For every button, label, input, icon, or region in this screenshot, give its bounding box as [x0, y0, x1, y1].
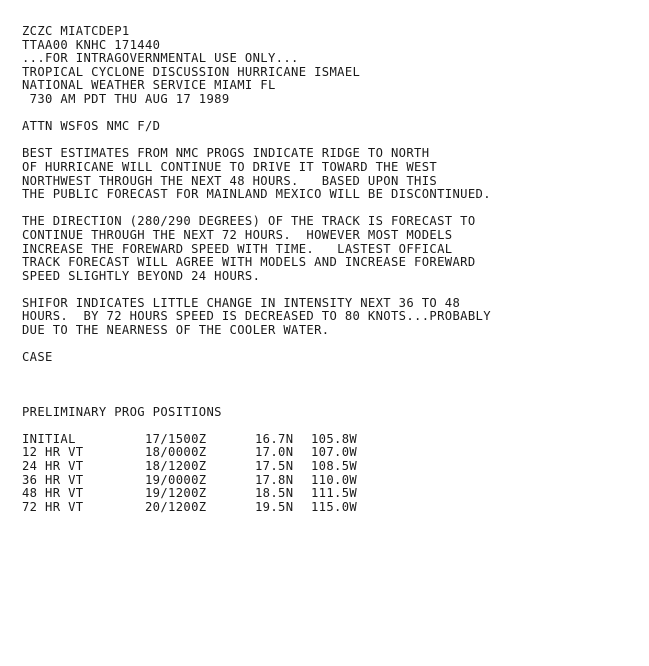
- row-latitude: 18.5N: [255, 486, 294, 501]
- row-latitude: 17.5N: [255, 459, 294, 473]
- header-line: ZCZC MIATCDEP1: [22, 24, 130, 38]
- attn-line: ATTN WSFOS NMC F/D: [22, 119, 161, 134]
- spacer: [22, 202, 642, 216]
- table-row: [22, 474, 391, 488]
- row-label: 72 HR VT: [22, 499, 84, 514]
- paragraph-line: OF HURRICANE WILL CONTINUE TO DRIVE IT TOWARD THE WEST: [22, 159, 438, 174]
- spacer: [22, 283, 642, 297]
- row-longitude: 111.5W: [311, 486, 358, 501]
- paragraph-line: SHIFOR INDICATES LITTLE CHANGE IN INTENSITY NEXT 36 TO 48: [22, 295, 461, 310]
- header-line: TTAA00 KNHC 171440: [22, 37, 161, 52]
- paragraph-intensity: [22, 297, 642, 338]
- spacer: [22, 134, 642, 148]
- paragraph-line: TRACK FORECAST WILL AGREE WITH MODELS AND INCREASE FOREWARD: [22, 255, 476, 270]
- spacer: [22, 419, 642, 433]
- spacer: [22, 392, 642, 406]
- spacer: [22, 107, 642, 121]
- row-time: 20/1200Z: [145, 499, 207, 514]
- case-line: CASE: [22, 350, 53, 365]
- spacer: [22, 365, 642, 392]
- table-row: [22, 460, 391, 474]
- positions-title: PRELIMINARY PROG POSITIONS: [22, 404, 222, 419]
- paragraph-line: BEST ESTIMATES FROM NMC PROGS INDICATE RIDGE TO NORTH: [22, 146, 430, 161]
- row-time: 18/1200Z: [145, 459, 207, 473]
- row-longitude: 105.8W: [311, 431, 358, 446]
- header-line: ...FOR INTRAGOVERNMENTAL USE ONLY...: [22, 51, 299, 66]
- row-time: 18/0000Z: [145, 445, 207, 460]
- row-label: 24 HR VT: [22, 459, 84, 473]
- row-longitude: 115.0W: [311, 499, 358, 514]
- paragraph-line: INCREASE THE FOREWARD SPEED WITH TIME. LASTEST OFFICAL: [22, 241, 453, 256]
- paragraph-direction: [22, 215, 642, 283]
- row-time: 19/0000Z: [145, 472, 207, 487]
- prog-positions-table: [22, 433, 391, 515]
- row-label: INITIAL: [22, 431, 76, 446]
- row-latitude: 17.8N: [255, 472, 294, 487]
- paragraph-line: CONTINUE THROUGH THE NEXT 72 HOURS. HOWEVER MOST MODELS: [22, 227, 453, 242]
- paragraph-line: THE DIRECTION (280/290 DEGREES) OF THE TRACK IS FORECAST TO: [22, 214, 476, 229]
- spacer: [22, 338, 642, 352]
- row-longitude: 108.5W: [311, 459, 358, 473]
- paragraph-line: DUE TO THE NEARNESS OF THE COOLER WATER.: [22, 323, 330, 338]
- paragraph-line: THE PUBLIC FORECAST FOR MAINLAND MEXICO WILL BE DISCONTINUED.: [22, 187, 491, 202]
- row-label: 48 HR VT: [22, 486, 84, 501]
- row-longitude: 110.0W: [311, 472, 358, 487]
- table-row: [22, 433, 391, 447]
- row-longitude: 107.0W: [311, 445, 358, 460]
- table-row: [22, 446, 391, 460]
- row-latitude: 17.0N: [255, 445, 294, 460]
- header-line: 730 AM PDT THU AUG 17 1989: [22, 91, 230, 106]
- row-time: 17/1500Z: [145, 431, 207, 446]
- paragraph-line: SPEED SLIGHTLY BEYOND 24 HOURS.: [22, 268, 261, 283]
- message-header: [22, 25, 642, 107]
- row-latitude: 16.7N: [255, 431, 294, 446]
- paragraph-line: NORTHWEST THROUGH THE NEXT 48 HOURS. BASED UPON THIS: [22, 173, 438, 188]
- discussion-document: [22, 25, 642, 514]
- paragraph-line: HOURS. BY 72 HOURS SPEED IS DECREASED TO 80 KNOTS...PROBABLY: [22, 309, 491, 324]
- table-row: [22, 501, 391, 515]
- header-line: TROPICAL CYCLONE DISCUSSION HURRICANE ISMAEL: [22, 64, 361, 79]
- paragraph-track-estimate: [22, 147, 642, 201]
- row-label: 12 HR VT: [22, 445, 84, 460]
- row-time: 19/1200Z: [145, 486, 207, 501]
- table-row: [22, 487, 391, 501]
- header-line: NATIONAL WEATHER SERVICE MIAMI FL: [22, 78, 276, 93]
- row-label: 36 HR VT: [22, 472, 84, 487]
- row-latitude: 19.5N: [255, 499, 294, 514]
